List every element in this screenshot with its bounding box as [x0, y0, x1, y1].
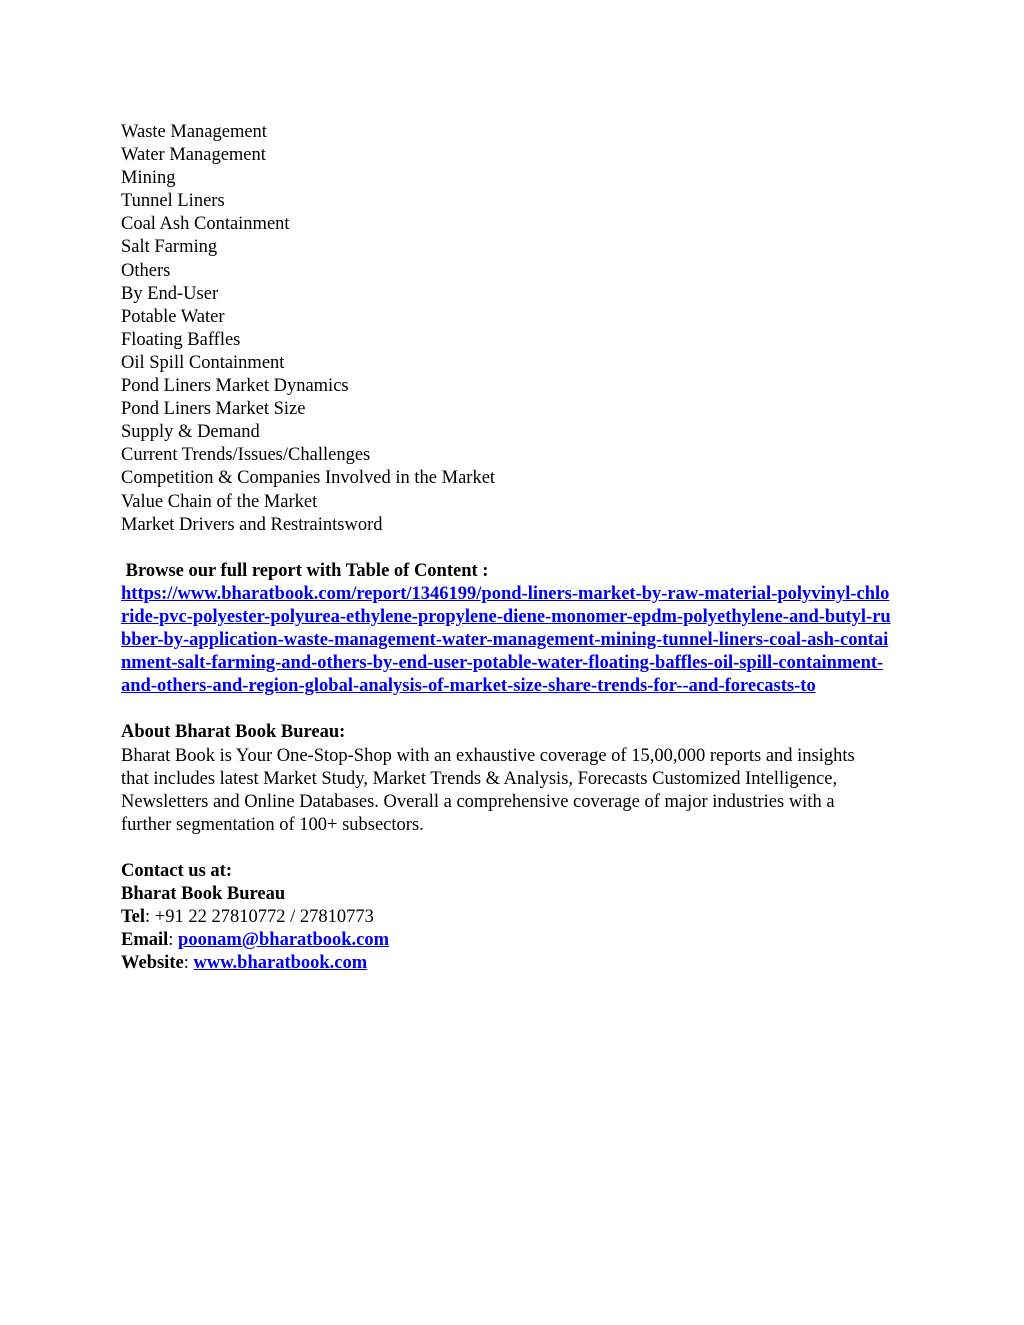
list-item: Water Management [121, 145, 266, 166]
list-item: Market Drivers and Restraintsword [121, 514, 383, 535]
contact-section [121, 860, 911, 975]
tel-label: Tel [121, 907, 145, 928]
document-page [121, 121, 911, 975]
list-item: Coal Ash Containment [121, 214, 290, 235]
about-section [121, 721, 911, 836]
segments-list [121, 121, 911, 537]
list-item: Salt Farming [121, 237, 218, 258]
tel-value: : +91 22 27810772 / 27810773 [145, 907, 374, 928]
list-item: Tunnel Liners [121, 191, 225, 212]
website-separator: : [183, 953, 194, 974]
list-item: By End-User [121, 283, 219, 304]
list-item: Waste Management [121, 122, 267, 142]
email-separator: : [168, 930, 179, 951]
list-item: Others [121, 260, 171, 281]
browse-heading: Browse our full report with Table of Content : [121, 560, 489, 581]
spacer [121, 537, 911, 560]
tel-line [121, 906, 911, 929]
list-item: Value Chain of the Market [121, 491, 318, 512]
website-link[interactable]: www.bharatbook.com [193, 953, 368, 974]
list-item: Supply & Demand [121, 422, 260, 443]
contact-heading: Contact us at: [121, 861, 232, 881]
list-item: Potable Water [121, 306, 225, 327]
email-link[interactable]: poonam@bharatbook.com [178, 930, 390, 951]
about-heading: About Bharat Book Bureau: [121, 722, 346, 743]
list-item: Pond Liners Market Size [121, 399, 306, 420]
about-body: Bharat Book is Your One-Stop-Shop with an exhaustive coverage of 15,00,000 reports and insights that includes latest Market Study, Market Trends & Analysis, Forecasts Customized Intelligence, Newsletters and Online Databases. Overall a comprehensive coverage of major industries with a further segmentation of 100+ subsectors. [121, 745, 855, 835]
report-link[interactable]: https://www.bharatbook.com/report/1346199/pond-liners-market-by-raw-material-polyvinyl-chloride-pvc-polyester-polyurea-ethylene-propylene-diene-monomer-epdm-polyethylene-and-butyl-rubber-by-application-waste-management-water-management-mining-tunnel-liners-coal-ash-containment-salt-farming-and-others-by-end-user-potable-water-floating-baffles-oil-spill-containment-and-others-and-region-global-analysis-of-market-size-share-trends-for--and-forecasts-to [121, 583, 891, 697]
list-item: Pond Liners Market Dynamics [121, 376, 349, 397]
list-item: Mining [121, 168, 176, 189]
email-line [121, 929, 911, 952]
list-item: Competition & Companies Involved in the Market [121, 468, 496, 489]
email-label: Email [121, 930, 169, 951]
spacer [121, 698, 911, 721]
company-name: Bharat Book Bureau [121, 884, 286, 905]
list-item: Floating Baffles [121, 329, 241, 350]
list-item: Current Trends/Issues/Challenges [121, 445, 371, 466]
spacer [121, 837, 911, 860]
list-item: Oil Spill Containment [121, 352, 285, 373]
website-label: Website [121, 953, 184, 974]
website-line [121, 952, 911, 975]
browse-section [121, 560, 911, 699]
